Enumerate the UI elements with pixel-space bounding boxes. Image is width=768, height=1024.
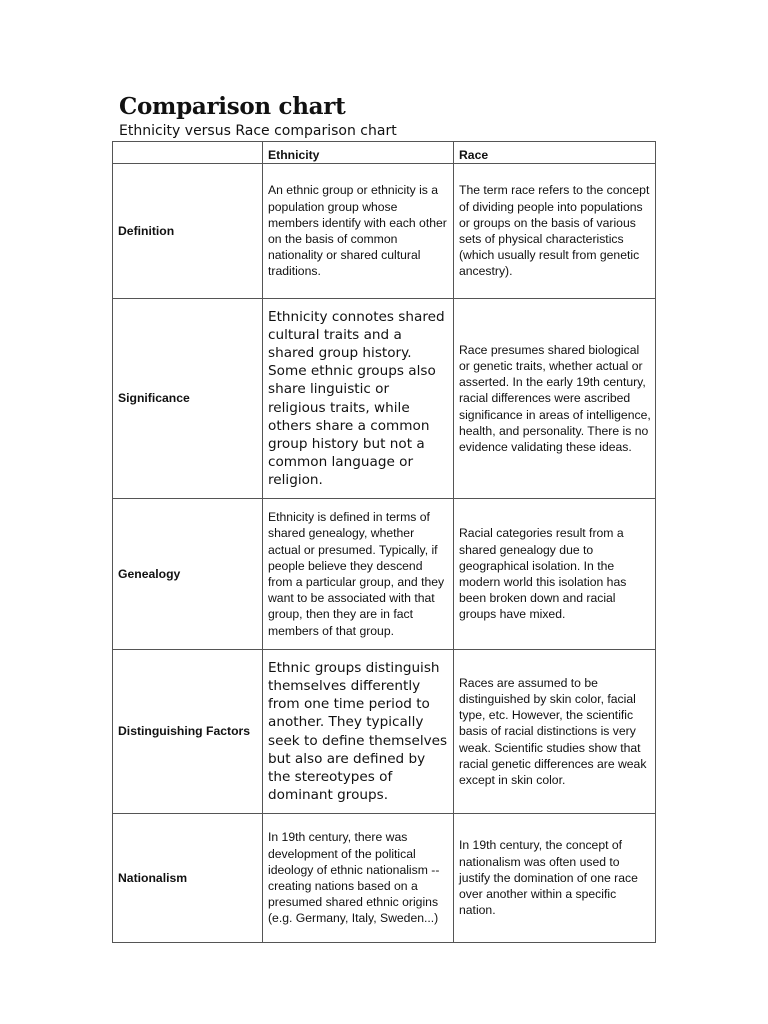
comparison-table: [112, 141, 656, 943]
header-ethnicity: Ethnicity: [263, 142, 454, 164]
header-race: Race: [454, 142, 656, 164]
row-label-distinguishing-factors: Distinguishing Factors: [113, 650, 263, 814]
race-nationalism: In 19th century, the concept of nationalism was often used to justify the domination of one race over another within a specific nation.: [454, 814, 656, 943]
table-header-row: [113, 142, 656, 164]
page-subtitle: Ethnicity versus Race comparison chart: [119, 123, 397, 139]
header-label-cell: [113, 142, 263, 164]
race-significance: Race presumes shared biological or genetic traits, whether actual or asserted. In the early 19th century, racial differences were ascribed significance in areas of intelligence, health, and personality. There is no evidence validating these ideas.: [454, 299, 656, 499]
ethnicity-significance: Ethnicity connotes shared cultural traits and a shared group history. Some ethnic groups also share linguistic or religious traits, while others share a common group history but not a common language or religion.: [263, 299, 454, 499]
table-row: [113, 814, 656, 943]
table-row: [113, 499, 656, 650]
row-label-genealogy: Genealogy: [113, 499, 263, 650]
table-row: [113, 299, 656, 499]
ethnicity-distinguishing-factors: Ethnic groups distinguish themselves differently from one time period to another. They typically seek to define themselves but also are defined by the stereotypes of dominant groups.: [263, 650, 454, 814]
row-label-definition: Definition: [113, 164, 263, 299]
race-distinguishing-factors: Races are assumed to be distinguished by skin color, facial type, etc. However, the scientific basis of racial distinctions is very weak. Scientific studies show that racial genetic differences are weak except in skin color.: [454, 650, 656, 814]
ethnicity-genealogy: Ethnicity is defined in terms of shared genealogy, whether actual or presumed. Typically, if people believe they descend from a particular group, and they want to be associated with that group, then they are in fact members of that group.: [263, 499, 454, 650]
table-row: [113, 650, 656, 814]
ethnicity-definition: An ethnic group or ethnicity is a population group whose members identify with each other on the basis of common nationality or shared cultural traditions.: [263, 164, 454, 299]
page-title: Comparison chart: [119, 93, 346, 120]
table-row: [113, 164, 656, 299]
race-definition: The term race refers to the concept of dividing people into populations or groups on the basis of various sets of physical characteristics (which usually result from genetic ancestry).: [454, 164, 656, 299]
row-label-significance: Significance: [113, 299, 263, 499]
race-genealogy: Racial categories result from a shared genealogy due to geographical isolation. In the modern world this isolation has been broken down and racial groups have mixed.: [454, 499, 656, 650]
ethnicity-nationalism: In 19th century, there was development of the political ideology of ethnic nationalism -- creating nations based on a presumed shared ethnic origins (e.g. Germany, Italy, Sweden...): [263, 814, 454, 943]
row-label-nationalism: Nationalism: [113, 814, 263, 943]
